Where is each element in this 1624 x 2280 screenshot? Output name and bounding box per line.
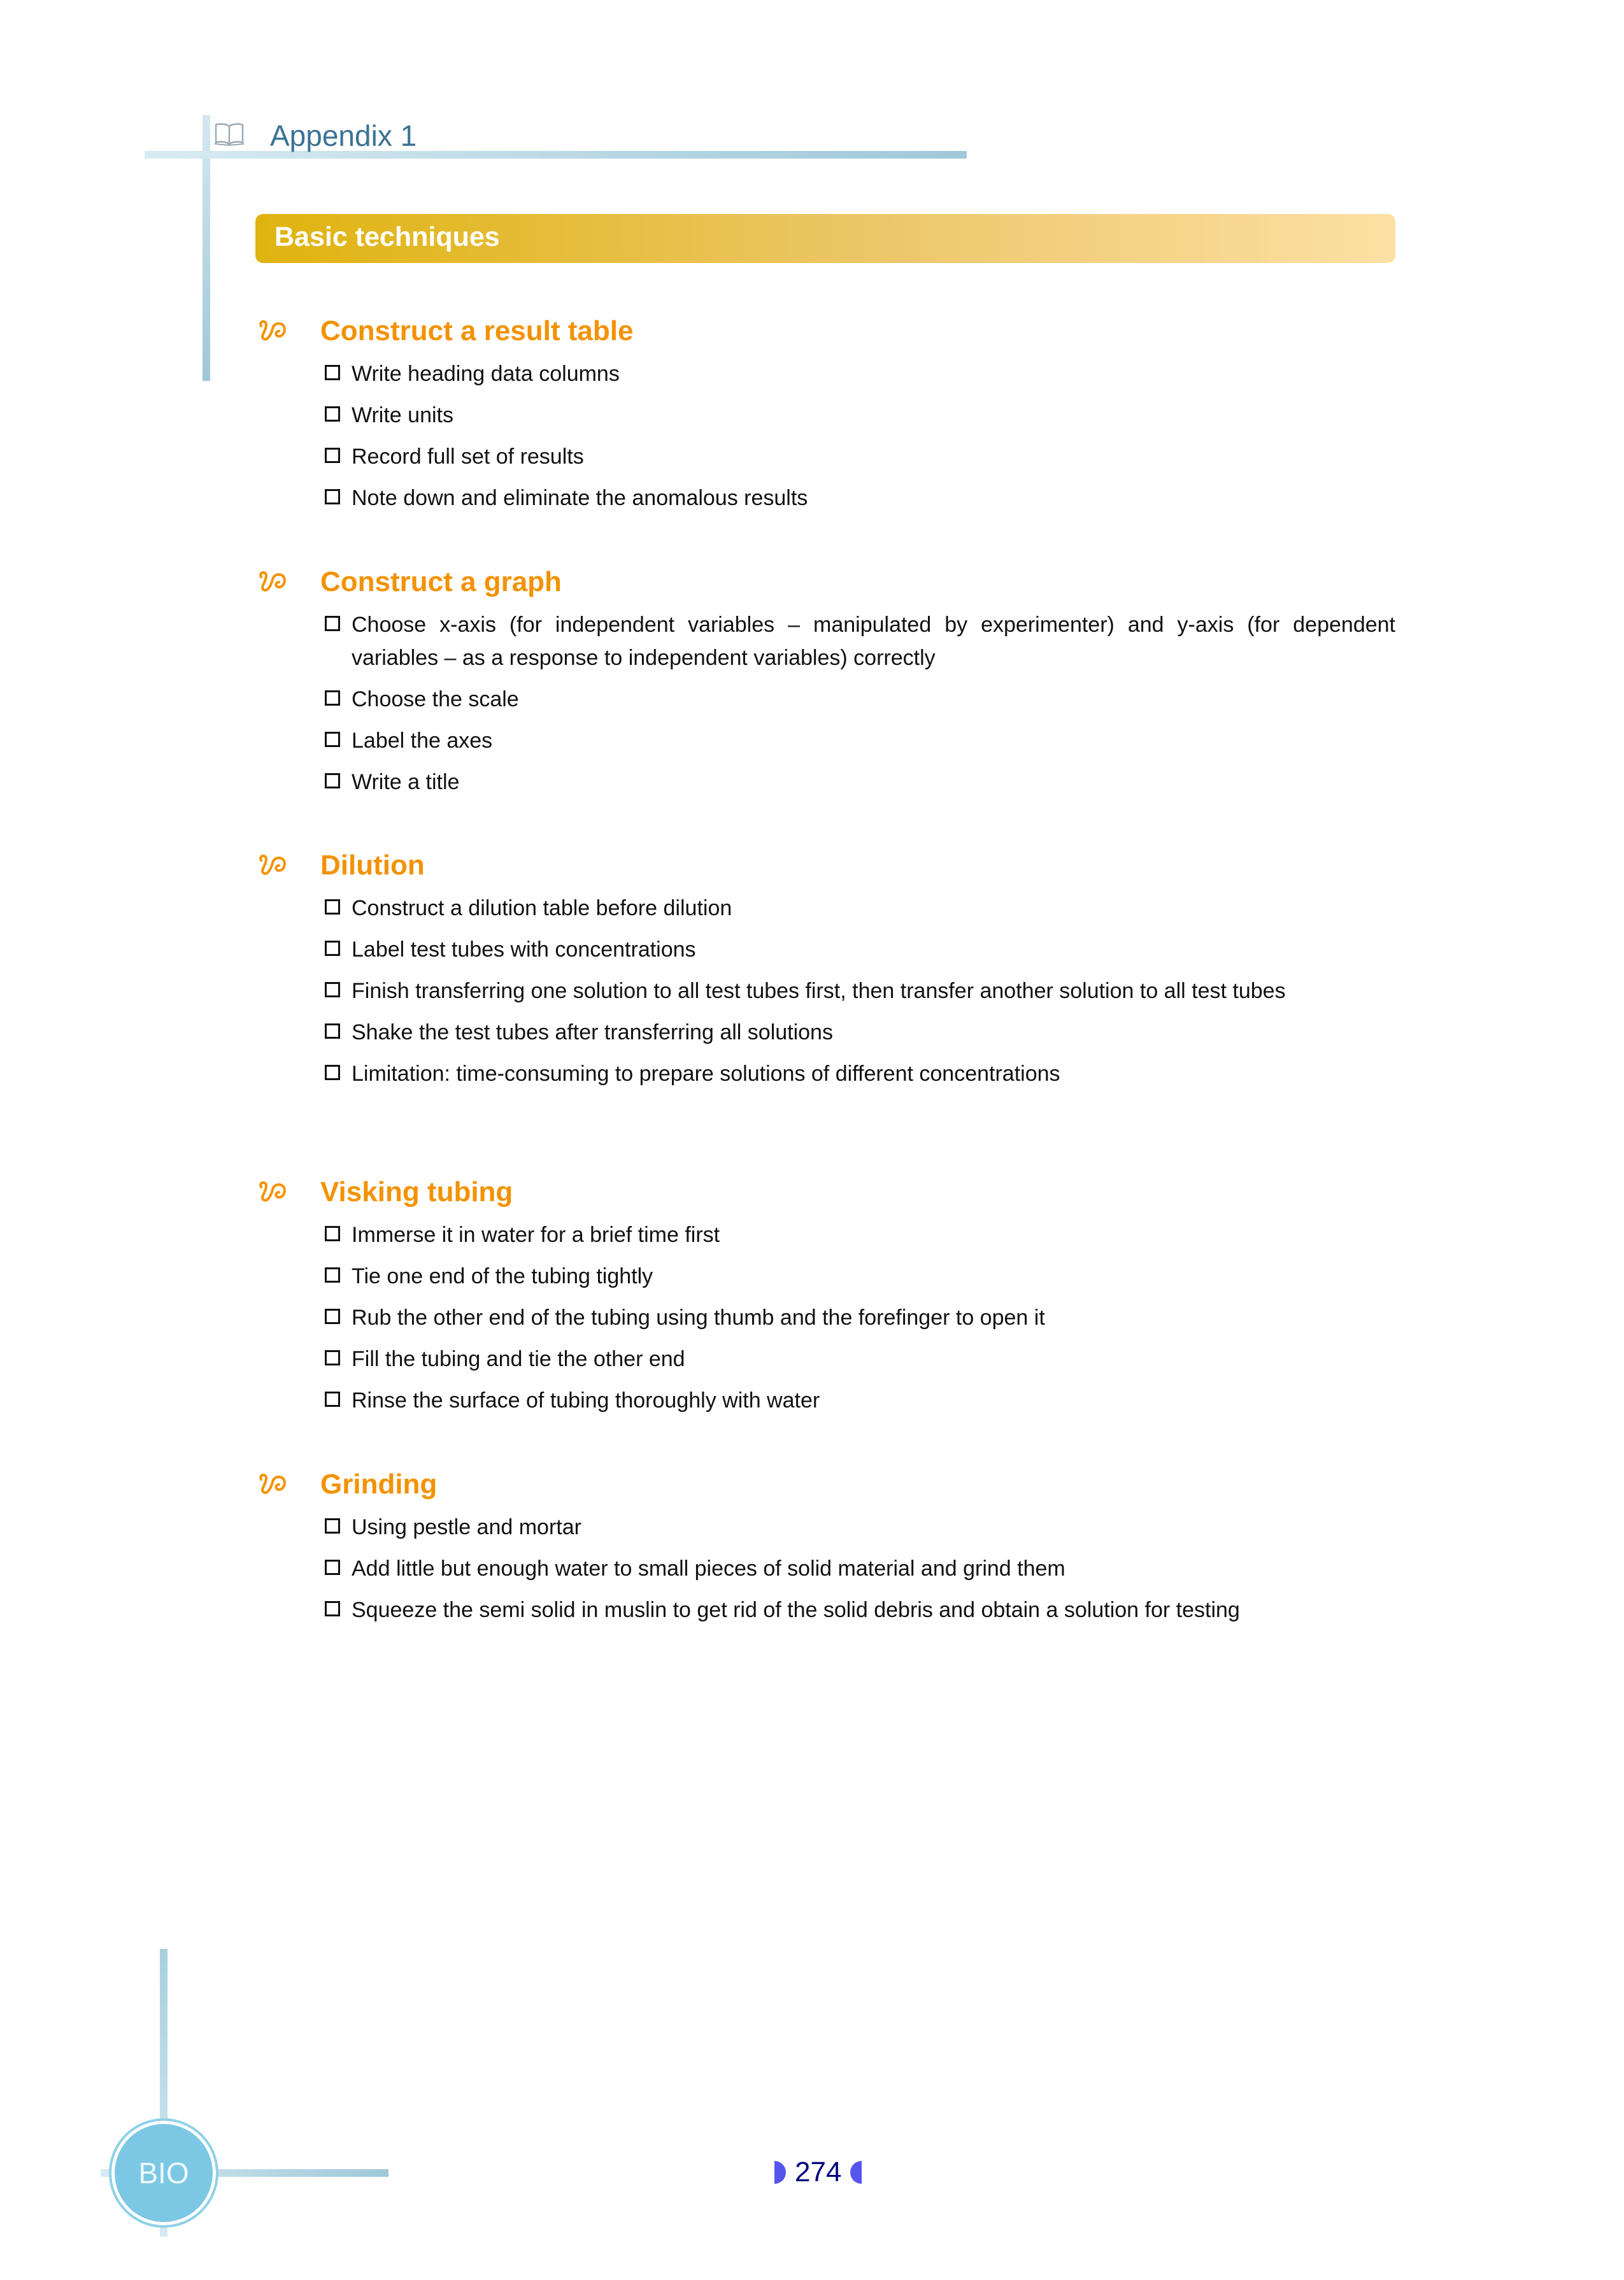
checklist-item-text: Using pestle and mortar <box>352 1515 581 1539</box>
topic-banner <box>255 214 1395 263</box>
checklist-item <box>324 1260 1395 1293</box>
ornament-bullet-icon <box>257 317 288 348</box>
checklist-item-text: Write a title <box>352 770 460 794</box>
section <box>255 1468 1395 1635</box>
section-title: Construct a graph <box>320 566 562 597</box>
checklist-item-text: Immerse it in water for a brief time first <box>352 1223 720 1247</box>
checkbox-icon <box>325 1350 340 1365</box>
section-title: Dilution <box>320 850 425 881</box>
checklist-item-text: Label the axes <box>352 729 493 753</box>
checklist-item-text: Squeeze the semi solid in muslin to get rid of the solid debris and obtain a solution for testing <box>352 1598 1240 1622</box>
section-title: Grinding <box>320 1469 438 1500</box>
section-heading <box>255 849 1395 882</box>
checklist-item-text: Write heading data columns <box>352 362 620 386</box>
section-title: Construct a result table <box>320 315 634 346</box>
section-heading <box>255 566 1395 599</box>
section <box>255 1176 1395 1425</box>
checklist-item <box>324 1384 1395 1417</box>
checkbox-icon <box>325 1518 340 1534</box>
checkbox-icon <box>325 1309 340 1324</box>
checkbox-icon <box>325 365 340 380</box>
section-heading <box>255 1176 1395 1209</box>
checklist-item <box>324 1218 1395 1251</box>
checklist-item <box>324 1057 1395 1090</box>
checklist-item <box>324 1511 1395 1544</box>
ornament-bullet-icon <box>257 1471 288 1502</box>
checklist-item <box>324 399 1395 432</box>
checklist-item <box>324 974 1395 1008</box>
ornament-bullet-icon <box>257 851 288 883</box>
checklist-item <box>324 724 1395 757</box>
checklist-item-text: Label test tubes with concentrations <box>352 937 696 962</box>
decorative-header-line <box>145 151 967 159</box>
checkbox-icon <box>325 1267 340 1283</box>
checkbox-icon <box>325 448 340 463</box>
checklist-item <box>324 1593 1395 1627</box>
section <box>255 849 1395 1099</box>
checkbox-icon <box>325 489 340 504</box>
section <box>255 315 1395 523</box>
checklist-item-text: Limitation: time-consuming to prepare solutions of different concentrations <box>352 1062 1060 1086</box>
checklist-item-text: Finish transferring one solution to all test tubes first, then transfer another solution to all test tubes <box>352 979 1286 1003</box>
checkbox-icon <box>325 1023 340 1039</box>
checklist-item <box>324 1016 1395 1049</box>
checklist-item <box>324 1343 1395 1376</box>
checklist-item-text: Rinse the surface of tubing thoroughly with water <box>352 1388 820 1413</box>
book-icon <box>214 121 245 146</box>
section-title: Visking tubing <box>320 1176 513 1208</box>
checkbox-icon <box>325 406 340 422</box>
checklist-item-text: Fill the tubing and tie the other end <box>352 1347 685 1371</box>
checklist-item-text: Write units <box>352 403 453 427</box>
page-header-title: Appendix 1 <box>270 119 417 152</box>
checklist-item <box>324 683 1395 716</box>
checklist-item <box>324 1301 1395 1334</box>
checkbox-icon <box>325 982 340 997</box>
half-circle-icon <box>774 2161 786 2184</box>
checklist-item-text: Rub the other end of the tubing using thumb and the forefinger to open it <box>352 1306 1045 1330</box>
checklist-item-text: Shake the test tubes after transferring all solutions <box>352 1020 833 1044</box>
checklist-item-text: Tie one end of the tubing tightly <box>352 1264 653 1288</box>
checklist-item <box>324 1552 1395 1585</box>
checklist-item <box>324 357 1395 390</box>
section-heading <box>255 1468 1395 1501</box>
ornament-bullet-icon <box>257 568 288 599</box>
checkbox-icon <box>325 1560 340 1575</box>
checklist-item-text: Add little but enough water to small pieces of solid material and grind them <box>352 1557 1065 1581</box>
checklist-item <box>324 440 1395 473</box>
checkbox-icon <box>325 941 340 956</box>
checkbox-icon <box>325 1065 340 1080</box>
page-number-text: 274 <box>795 2156 842 2188</box>
checklist-item-text: Note down and eliminate the anomalous results <box>352 486 808 510</box>
checklist-item <box>324 608 1395 674</box>
checklist-item-text: Construct a dilution table before dilution <box>352 896 732 920</box>
section-heading <box>255 315 1395 348</box>
checkbox-icon <box>325 773 340 788</box>
checklist-item <box>324 481 1395 515</box>
checkbox-icon <box>325 899 340 915</box>
section <box>255 566 1395 807</box>
checklist-item-text: Choose the scale <box>352 687 519 711</box>
half-circle-icon <box>850 2161 862 2184</box>
checklist-item-text: Choose x-axis (for independent variables – manipulated by experimenter) and y-axis (for dependent variables – as a response to independent variables) correctly <box>352 613 1395 670</box>
checklist-item <box>324 933 1395 966</box>
checkbox-icon <box>325 1392 340 1407</box>
checklist-item <box>324 892 1395 925</box>
banner-title: Basic techniques <box>274 222 500 252</box>
checkbox-icon <box>325 1226 340 1241</box>
checklist-item <box>324 766 1395 799</box>
checkbox-icon <box>325 690 340 706</box>
checkbox-icon <box>325 732 340 747</box>
bio-badge <box>115 2124 213 2222</box>
checkbox-icon <box>325 1601 340 1616</box>
checkbox-icon <box>325 616 340 631</box>
page-number <box>774 2156 862 2188</box>
bio-badge-label: BIO <box>138 2156 189 2190</box>
ornament-bullet-icon <box>257 1178 288 1209</box>
checklist-item-text: Record full set of results <box>352 445 584 469</box>
